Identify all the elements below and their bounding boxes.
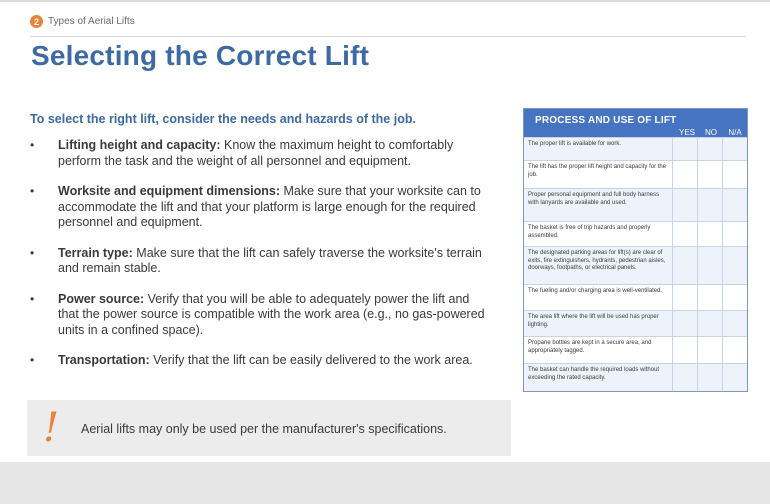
na-cell[interactable] [722,161,747,188]
footer-bar [0,462,770,504]
checklist-header [524,109,747,137]
na-cell[interactable] [722,222,747,246]
na-cell[interactable] [722,189,747,221]
na-cell[interactable] [722,247,747,284]
bullet-icon: • [30,291,35,306]
row-label: Propane bottles are kept in a secure area, and appropriately tagged. [528,340,652,354]
bullet-text: Verify that you will be able to adequately power the lift and that the power source is compatible with the work area (e.g., no gas-powered units in a confined space). [58,291,485,337]
list-item [30,246,492,277]
list-item [30,292,492,339]
yes-cell[interactable] [672,247,697,284]
checklist-table [523,108,748,392]
bullet-list [30,138,492,384]
bullet-term: Power source: [58,291,145,306]
bullet-icon: • [30,184,35,198]
table-row [524,310,747,336]
bullet-icon: • [30,138,35,152]
yes-cell[interactable] [672,337,697,363]
na-cell[interactable] [722,138,747,160]
table-row [524,137,747,160]
yes-cell[interactable] [672,138,697,160]
row-label: The area lift where the lift will be used has proper lighting. [528,314,659,328]
exclamation-icon: ! [43,405,60,451]
no-cell[interactable] [697,161,722,188]
row-label: The proper lift is available for work. [528,141,622,147]
na-cell[interactable] [722,285,747,310]
table-row [524,246,747,284]
table-row [524,363,747,391]
yes-cell[interactable] [672,311,697,336]
row-label: The basket can handle the required loads without exceeding the rated capacity. [528,367,660,381]
bullet-term: Worksite and equipment dimensions: [58,184,281,198]
row-label: Proper personal equipment and full body harness with lanyards are available and used. [528,192,660,206]
column-na: N/A [728,128,742,137]
top-divider [0,0,770,2]
no-cell[interactable] [697,138,722,160]
list-item [30,353,492,369]
list-item [30,138,492,169]
yes-cell[interactable] [672,189,697,221]
bullet-icon: • [30,245,35,260]
no-cell[interactable] [697,189,722,221]
bullet-term: Lifting height and capacity: [58,138,221,152]
no-cell[interactable] [697,247,722,284]
no-cell[interactable] [697,311,722,336]
bullet-term: Transportation: [58,353,150,367]
bullet-text: Make sure that the lift can safely traverse the worksite's terrain and remain stable. [58,245,482,275]
yes-cell[interactable] [672,222,697,246]
callout-note [27,400,511,456]
bullet-icon: • [30,353,35,367]
na-cell[interactable] [722,311,747,336]
checklist-title: PROCESS AND USE OF LIFT [535,115,677,126]
na-cell[interactable] [722,364,747,391]
table-row [524,284,747,310]
no-cell[interactable] [697,222,722,246]
no-cell[interactable] [697,285,722,310]
row-label: The designated parking areas for lift(s) are clear of exits, fire extinguishers, hydrants, pedestrian aisles, doorways, footpaths, or electrical panels. [528,250,666,271]
table-row [524,221,747,246]
no-cell[interactable] [697,364,722,391]
row-label: The lift has the proper lift height and capacity for the job. [528,164,667,178]
na-cell[interactable] [722,337,747,363]
list-item [30,184,492,231]
column-yes: YES [678,128,695,137]
table-row [524,188,747,221]
intro-text: To select the right lift, consider the needs and hazards of the job. [30,112,416,126]
bullet-text: Make sure that your worksite can to accommodate the lift and that your platform is large enough for the required personnel and equipment. [58,184,481,229]
bullet-text: Verify that the lift can be easily delivered to the work area. [153,353,473,367]
yes-cell[interactable] [672,285,697,310]
yes-cell[interactable] [672,161,697,188]
breadcrumb-label: Types of Aerial Lifts [48,16,135,27]
checklist-columns [675,128,747,137]
header-rule [30,36,746,37]
breadcrumb [30,15,135,28]
bullet-term: Terrain type: [58,245,133,260]
table-row [524,160,747,188]
row-label: The fueling and/or charging area is well-ventilated. [528,288,663,294]
column-no: NO [705,128,717,137]
table-row [524,336,747,363]
yes-cell[interactable] [672,364,697,391]
no-cell[interactable] [697,337,722,363]
page-title: Selecting the Correct Lift [31,40,370,71]
section-number-badge: 2 [30,15,43,28]
row-label: The basket is free of trip hazards and properly assembled. [528,225,651,239]
bullet-text: Know the maximum height to comfortably perform the task and the weight of all personnel and equipment. [58,138,454,168]
checklist-rows [524,137,747,391]
callout-text: Aerial lifts may only be used per the manufacturer's specifications. [81,422,447,436]
